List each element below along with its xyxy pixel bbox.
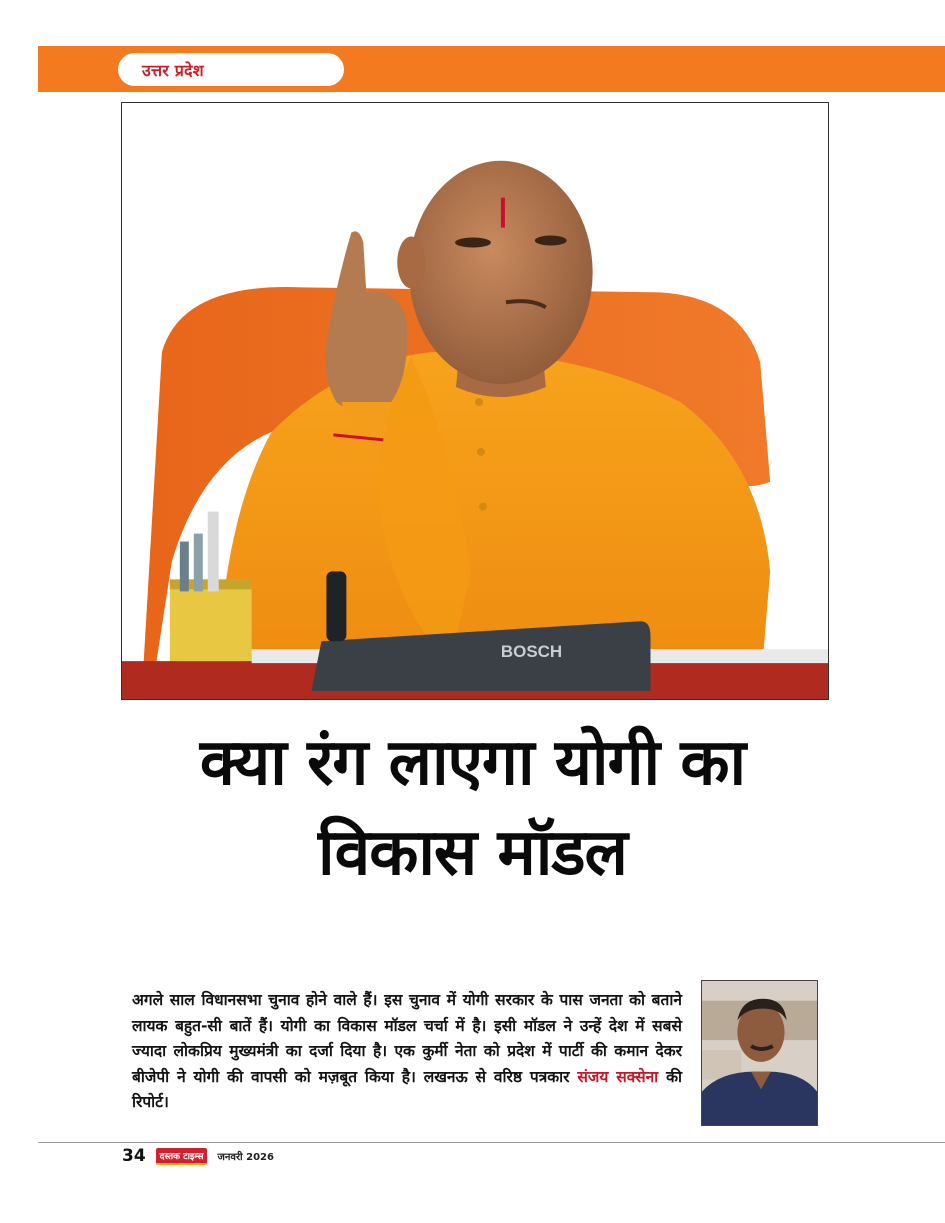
headline-line-2: विकास मॉडल: [318, 816, 627, 890]
headline-line-1: क्या रंग लाएगा योगी का: [199, 726, 746, 800]
magazine-logo: दस्तक टाइम्स: [156, 1148, 208, 1165]
author-photo-illustration: [702, 981, 817, 1125]
author-photo: [701, 980, 818, 1126]
footer-divider: [38, 1142, 945, 1143]
article-headline: [60, 718, 885, 898]
intro-suffix: की रिपोर्ट।: [132, 1067, 682, 1111]
hero-photo-illustration: [122, 103, 828, 699]
phone-brand-label: BOSCH: [500, 642, 563, 662]
page-number: 34: [122, 1146, 146, 1166]
section-label-pill: [118, 53, 344, 86]
hero-photo: [121, 102, 829, 700]
intro-text: अगले साल विधानसभा चुनाव होने वाले हैं। इस चुनाव में योगी सरकार के पास जनता को बताने लायक बहुत-सी बातें हैं। योगी का विकास मॉडल चर्चा में है। इसी मॉडल ने उन्हें देश में सबसे ज्यादा लोकप्रिय मुख्यमंत्री का दर्जा दिया है। एक कुर्मी नेता को प्रदेश में पार्टी की कमान देकर बीजेपी ने योगी की वापसी को मज़बूत किया है। लखनऊ से वरिष्ठ पत्रकार: [132, 991, 682, 1086]
author-name: संजय सक्सेना: [577, 1067, 659, 1086]
section-label: उत्तर प्रदेश: [142, 60, 204, 80]
page-footer: [122, 1146, 274, 1166]
issue-date: जनवरी 2026: [217, 1152, 274, 1163]
article-intro: [132, 988, 682, 1116]
